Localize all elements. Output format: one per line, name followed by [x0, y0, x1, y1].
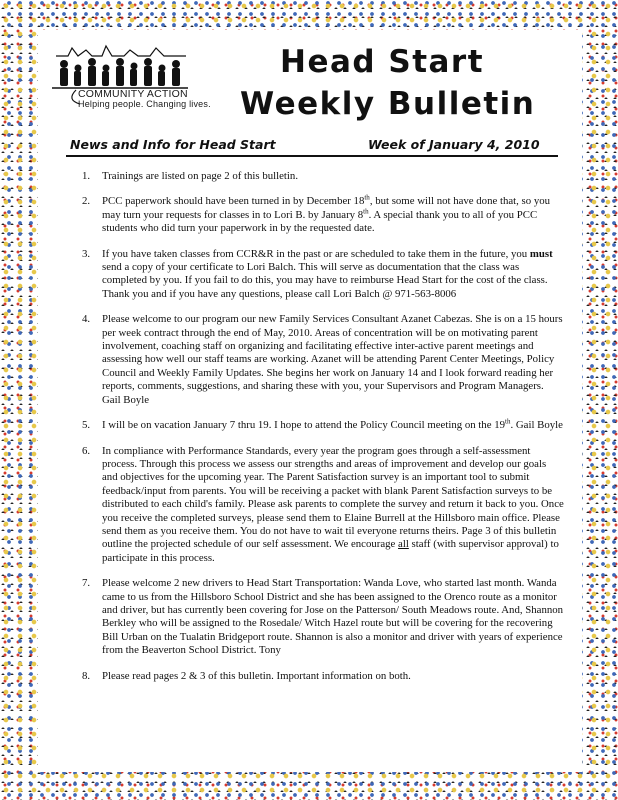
item-text: I will be on vacation January 7 thru 19. I hope to attend the Policy Council meeting on the 19th. Gail Boyle	[102, 417, 563, 432]
title-line-1: Head Start	[280, 44, 485, 80]
header-divider	[66, 155, 558, 157]
week-label: Week of January 4, 2010	[368, 137, 540, 152]
logo-tagline: Helping people. Changing lives.	[78, 99, 211, 109]
list-item	[82, 670, 564, 683]
item-number: 2.	[82, 195, 91, 208]
list-item	[82, 170, 564, 183]
list-item	[82, 195, 564, 235]
item-number: 3.	[82, 247, 91, 260]
news-label: News and Info for Head Start	[70, 137, 276, 152]
title-line-2: Weekly Bulletin	[240, 86, 536, 122]
item-number: 1.	[82, 170, 91, 182]
item-text: PCC paperwork should have been turned in by December 18th, but some will not have done that, so you may turn your requests for classes in to Lori B. by January 8th. A special thank you to all of you PCC students who did turn your paperwork in by the requested date.	[102, 193, 551, 235]
bulletin-list	[82, 170, 564, 683]
item-text: Please read pages 2 & 3 of this bulletin. Important information on both.	[102, 669, 411, 682]
list-item	[82, 248, 564, 302]
item-number: 6.	[82, 444, 91, 457]
item-text: Please welcome 2 new drivers to Head Start Transportation: Wanda Love, who started last month. Wanda came to us from the Hillsboro School District and she has been assigned to the Orenco route as a monitor and driver, but has currently been covering for Jose on the Patterson/ South Meadows route. And, Shannon Berkley who will be assigned to the Rosedale/ Witch Hazel route but will be covering for the recovering Bill Urban on the Tualatin Bridgeport route. Shannon is also a monitor and driver with years of experience from the Beaverton School District. Tony	[102, 577, 564, 657]
item-text: In compliance with Performance Standards, every year the program goes through a self-assessment process. Through this process we assess our strengths and areas of improvement and develop our goals and objectives for the upcoming year. The Parent Satisfaction survey is an important tool to submit feedback/input from parents. You will be receiving a packet with blank Parent Satisfaction surveys to be distributed to each child's family. Please ask parents to complete the survey and return it back to you. Once you receive the completed surveys, please send them to Elaine Burrell at the Hillsboro main office. Please send them as you receive them. You do not have to wait til everyone returns theirs. Page 3 of this bulletin outline the projected schedule of our self assessment. We encourage all staff (with supervisor approval) to participate in this process.	[102, 444, 564, 564]
community-action-logo	[46, 38, 204, 124]
item-number: 7.	[82, 577, 91, 590]
item-number: 8.	[82, 669, 91, 682]
item-text: Please welcome to our program our new Family Services Consultant Azanet Cabezas. She is on a 15 hours per week contract through the end of May, 2010. Areas of concentration will be on motivating parent involvement, coaching staff on organizing and facilitating effective inter-active parent meetings and assessing how well our staff teams are working. Azanet will be attending Parent Center Meetings, Policy Council and Weekly Family Updates. She begins her work on January 14 and I look forward reading her reports, comments, suggestions, and sharing these with you, your Supervisors and Program Managers. Gail Boyle	[102, 313, 563, 406]
logo-org: COMMUNITY ACTION	[78, 88, 188, 100]
item-number: 5.	[82, 419, 91, 432]
list-item	[82, 577, 564, 657]
item-text: If you have taken classes from CCR&R in the past or are scheduled to take them in the future, you must send a copy of your certificate to Lori Balch. This will serve as documentation that the class was completed by you. If you fail to do this, you may have to reimburse Head Start for the cost of the class. Thank you and if you have any questions, please call Lori Balch @ 971-563-8006	[102, 247, 553, 300]
list-item	[82, 313, 564, 407]
list-item	[82, 445, 564, 566]
list-item	[82, 419, 564, 432]
item-number: 4.	[82, 313, 91, 326]
item-text: Trainings are listed on page 2 of this bulletin.	[102, 170, 299, 182]
logo-text	[78, 88, 211, 109]
